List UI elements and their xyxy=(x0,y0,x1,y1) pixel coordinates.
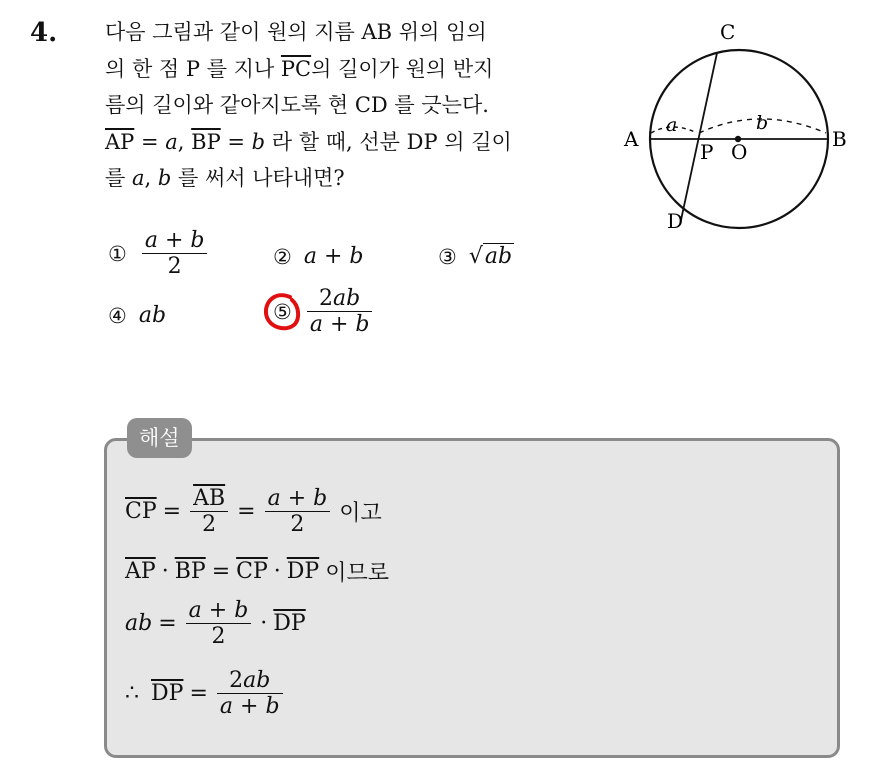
label-b: B xyxy=(832,127,847,151)
question-line-5: 를 a, b 를 써서 나타내면? xyxy=(105,166,345,190)
label-d: D xyxy=(667,209,684,233)
question-number: 4. xyxy=(30,18,58,48)
chord-cd xyxy=(681,53,717,220)
choice-5[interactable]: ⑤ $\frac{2ab}{a + b}$ xyxy=(273,286,375,337)
choice-2[interactable]: ② a + b xyxy=(273,244,364,269)
choice-1[interactable]: ① $\frac{a + b}{2}$ xyxy=(108,228,210,279)
question-line-4: $\overline{AP} = a$, $\overline{BP} = b$ 라 할 때, 선분 DP 의 길이 xyxy=(105,129,512,154)
question-line-2: 의 한 점 P 를 지나 $\overline{PC}$의 길이가 원의 반지 xyxy=(105,56,494,81)
label-a-length: a xyxy=(666,114,678,136)
label-o: O xyxy=(731,140,748,164)
question-line-1: 다음 그림과 같이 원의 지름 AB 위의 임의 xyxy=(105,20,487,44)
segment-pc: $\overline{PC}$ xyxy=(280,56,312,81)
solution-line-1: $\overline{CP}$ = $\frac{\overline{AB}}{2}$ = $\frac{a + b}{2}$ 이고 xyxy=(125,486,382,537)
circle-figure xyxy=(620,15,860,235)
label-p: P xyxy=(700,140,714,164)
question-text xyxy=(105,14,605,197)
solution-line-3: ab = $\frac{a + b}{2}$ · $\overline{DP}$ xyxy=(125,598,306,649)
solution-badge: 해설 xyxy=(127,418,192,458)
solution-line-4: ∴ $\overline{DP}$ = $\frac{2ab}{a + b}$ xyxy=(125,668,286,719)
label-a: A xyxy=(624,127,639,151)
label-b-length: b xyxy=(756,112,769,134)
answer-circle-mark xyxy=(262,291,302,335)
question-line-3: 름의 길이와 같아지도록 현 CD 를 긋는다. xyxy=(105,93,489,117)
solution-line-2: $\overline{AP}$ · $\overline{BP}$ = $\overline{CP}$ · $\overline{DP}$ 이므로 xyxy=(125,559,389,586)
choice-4[interactable]: ④ ab xyxy=(108,303,167,328)
choice-3[interactable]: ③ √ab xyxy=(438,244,513,269)
label-c: C xyxy=(720,20,736,44)
